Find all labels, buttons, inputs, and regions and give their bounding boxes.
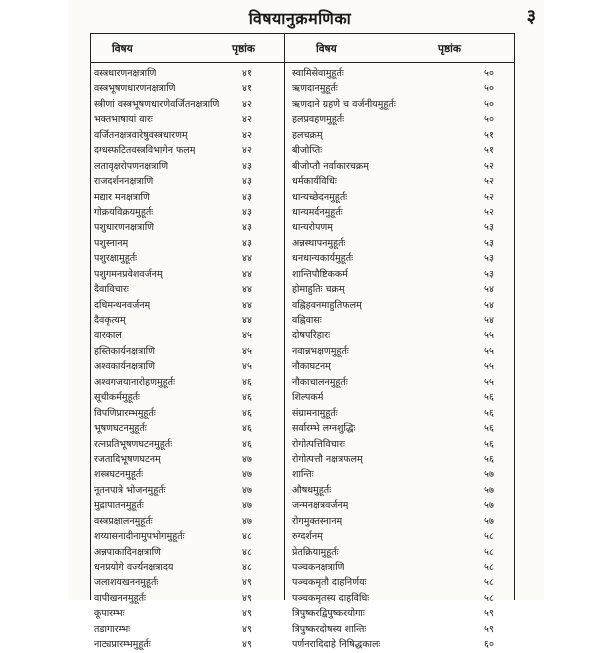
entry-page-number: ४६ <box>242 438 252 450</box>
index-entry <box>286 452 514 467</box>
index-entry <box>286 529 514 544</box>
entry-subject: विपणिप्रारम्भमुहूर्तः <box>94 407 156 419</box>
index-entry <box>92 282 282 297</box>
entry-subject: राजदर्शननक्षत्राणि <box>94 176 154 188</box>
entry-subject: धनधान्यकार्यमुहूर्तः <box>292 253 354 265</box>
entry-subject: स्वामिसेवामुहूर्तः <box>292 68 344 79</box>
entry-subject: लतावृक्षरोपणनक्षत्राणि <box>94 160 169 172</box>
page-number: ३ <box>526 6 536 27</box>
index-entry <box>92 174 282 189</box>
entry-page-number: ४४ <box>242 253 252 265</box>
entry-page-number: ५५ <box>484 330 494 342</box>
entry-page-number: ४२ <box>242 98 252 110</box>
index-entry <box>286 406 514 421</box>
entry-page-number: ४२ <box>242 129 252 141</box>
entry-page-number: ५८ <box>484 546 494 558</box>
entry-page-number: ४६ <box>242 376 252 388</box>
entry-subject: धान्यरोपणम् <box>292 222 333 234</box>
entry-subject: मुद्रापातनमुहूर्तः <box>94 500 144 512</box>
entry-subject: ऋणदानमुहूर्तः <box>292 83 338 95</box>
entry-page-number: ५४ <box>484 284 494 296</box>
entry-subject: शय्यासनादीनामुपभोगमुहूर्तः <box>94 531 185 543</box>
index-entry <box>92 97 282 112</box>
entry-subject: संग्रामनामुहूर्तः <box>292 407 338 419</box>
entry-subject: शान्तिः <box>292 469 314 481</box>
index-entry <box>286 606 514 621</box>
index-entry <box>92 406 282 421</box>
entry-subject: रोगोत्पत्तौ नक्षत्रफलम् <box>292 453 363 465</box>
entry-page-number: ४६ <box>242 423 252 435</box>
entry-subject: रुग्दर्शनम् <box>292 531 323 543</box>
entry-subject: वह्निहवनमाहुतिफलम् <box>292 299 362 311</box>
entry-page-number: ४२ <box>242 145 252 157</box>
entry-page-number: ४९ <box>242 577 252 589</box>
entry-page-number: ४३ <box>242 160 252 172</box>
index-entry <box>286 344 514 359</box>
index-entry <box>92 359 282 374</box>
index-entry <box>286 66 514 81</box>
index-entry <box>286 390 514 405</box>
entry-subject: शिल्पकर्म <box>292 392 324 404</box>
entry-subject: कूपारम्भः <box>94 608 125 620</box>
entry-page-number: ५९ <box>484 608 494 620</box>
entry-subject: त्रिपुष्करदोषस्य शान्तिः <box>292 623 367 635</box>
entry-page-number: ४८ <box>242 562 252 573</box>
entry-subject: होमाहुतिः चक्रम् <box>292 284 345 296</box>
entry-subject: बीजोप्तौ नर्वाकारचक्रम् <box>292 160 369 172</box>
entry-page-number: ४३ <box>242 222 252 234</box>
index-entry <box>92 344 282 359</box>
index-entry <box>286 359 514 374</box>
entry-subject: जन्मनक्षत्रवर्जनम् <box>292 500 349 512</box>
entry-subject: सर्वारम्भे लग्नशुद्धिः <box>292 423 356 435</box>
entry-subject: वस्त्रभूषणधारणनक्षत्राणि <box>94 83 176 95</box>
index-entry <box>92 128 282 143</box>
index-entry <box>286 81 514 96</box>
entry-subject: धनप्रयोगे वर्ज्यनक्षत्रादय <box>94 562 174 573</box>
entry-page-number: ५५ <box>484 361 494 373</box>
entry-page-number: ४१ <box>242 83 252 95</box>
index-entry <box>92 467 282 482</box>
entry-page-number: ४५ <box>242 361 252 373</box>
table-left-border <box>90 33 91 600</box>
entry-page-number: ४६ <box>242 407 252 419</box>
table-top-rule <box>90 33 514 34</box>
entry-page-number: ५८ <box>484 562 494 573</box>
entry-page-number: ४७ <box>242 484 252 496</box>
index-entry <box>286 298 514 313</box>
entry-page-number: ४१ <box>242 68 252 79</box>
index-entry <box>286 267 514 282</box>
index-entry <box>286 545 514 560</box>
index-entry <box>286 591 514 606</box>
index-entry <box>286 236 514 251</box>
entry-page-number: ४८ <box>242 546 252 558</box>
entry-subject: नौकाचालनमुहूर्तः <box>292 376 348 388</box>
index-entry <box>286 560 514 575</box>
entry-page-number: ४५ <box>242 345 252 357</box>
index-entry <box>92 545 282 560</box>
entry-page-number: ४३ <box>242 176 252 188</box>
entry-page-number: ४४ <box>242 284 252 296</box>
index-entry <box>92 220 282 235</box>
index-entry <box>92 591 282 606</box>
left-page-header: पृष्ठांक <box>232 43 255 55</box>
entry-subject: स्त्रीणां वस्त्रभूषणधारणेवर्जितनक्षत्राणि <box>94 98 220 110</box>
entry-subject: अन्नपाकादिनक्षत्राणि <box>94 546 161 558</box>
entry-page-number: ४८ <box>242 531 252 543</box>
entry-page-number: ४३ <box>242 237 252 249</box>
index-entry <box>92 205 282 220</box>
entry-subject: औषधमुहूर्तः <box>292 484 332 496</box>
index-entry <box>92 421 282 436</box>
entry-page-number: ४३ <box>242 206 252 218</box>
right-page-header: पृष्ठांक <box>438 43 461 55</box>
entry-page-number: ५६ <box>484 438 494 450</box>
entry-subject: अन्नस्थापनमुहूर्तः <box>292 237 346 249</box>
entry-subject: रोगोत्पत्तिविचारः <box>292 438 345 450</box>
index-entry <box>286 575 514 590</box>
index-entry <box>286 467 514 482</box>
table-middle-divider <box>284 33 285 600</box>
entry-subject: तडागारम्भः <box>94 623 131 635</box>
index-entry <box>286 437 514 452</box>
index-entry <box>286 514 514 529</box>
entry-subject: वर्जितनक्षत्रवारेषुवस्त्रधारणम् <box>94 129 188 141</box>
entry-subject: दैवकृत्यम् <box>94 315 126 326</box>
entry-subject: हलप्रवहणमुहूर्तः <box>292 114 345 126</box>
index-entry <box>92 81 282 96</box>
entry-page-number: ५० <box>484 98 494 110</box>
entry-page-number: ५२ <box>484 160 494 172</box>
entry-page-number: ५६ <box>484 407 494 419</box>
entry-subject: अश्वकार्यनक्षत्राणि <box>94 361 155 373</box>
entry-page-number: ५० <box>484 83 494 95</box>
entry-subject: पञ्चकमृतौ दाहनिर्णयः <box>292 577 367 589</box>
entry-page-number: ५७ <box>484 515 494 527</box>
index-entry <box>286 313 514 328</box>
index-entry <box>92 375 282 390</box>
index-entry <box>286 328 514 343</box>
entry-subject: वस्त्रधारणनक्षत्राणि <box>94 68 157 79</box>
entry-subject: रोगमुक्तस्नानम् <box>292 515 343 527</box>
entry-page-number: ४७ <box>242 469 252 481</box>
entry-subject: धान्यमर्दनमुहूर्तः <box>292 206 343 218</box>
entry-page-number: ५३ <box>484 222 494 234</box>
index-entry <box>92 452 282 467</box>
index-entry <box>286 251 514 266</box>
entry-subject: शान्तिपौष्टिककर्म <box>292 268 348 280</box>
entry-subject: दोषपरिहारः <box>292 330 331 342</box>
index-entry <box>286 112 514 127</box>
entry-subject: वस्त्रप्रक्षालनमुहूर्तः <box>94 515 153 527</box>
entry-subject: मद्यार मनक्षत्राणि <box>94 191 150 203</box>
index-entry <box>92 560 282 575</box>
index-entry <box>92 112 282 127</box>
entry-page-number: ५१ <box>484 129 494 141</box>
entry-subject: शस्त्रघटनमुहूर्तः <box>94 469 144 481</box>
index-entry <box>92 483 282 498</box>
entry-page-number: ५२ <box>484 206 494 218</box>
entry-subject: वारकाल <box>94 330 122 342</box>
entry-page-number: ४२ <box>242 114 252 126</box>
index-entry <box>92 622 282 637</box>
entry-subject: ऋणदाने ग्रहणे च वर्जनीयमुहूर्तः <box>292 98 396 110</box>
entry-page-number: ४९ <box>242 592 252 604</box>
entry-subject: पशुरक्षामुहूर्तः <box>94 253 138 265</box>
index-entry <box>286 375 514 390</box>
entry-page-number: ५६ <box>484 392 494 404</box>
entry-subject: गोक्रयविक्रयमुहूर्तः <box>94 206 154 218</box>
entry-subject: नूतनपात्रे भोजनमुहूर्तः <box>94 484 166 496</box>
entry-page-number: ४७ <box>242 500 252 512</box>
index-entry <box>286 143 514 158</box>
entry-page-number: ४५ <box>242 330 252 342</box>
entry-subject: नवान्नभक्षणमुहूर्तः <box>292 345 349 357</box>
entry-subject: हस्तिकार्यनक्षत्राणि <box>94 345 155 357</box>
entry-subject: त्रिपुष्करद्विपुष्करयोगाः <box>292 608 365 620</box>
entry-page-number: ४४ <box>242 299 252 311</box>
entry-page-number: ४६ <box>242 392 252 404</box>
entry-subject: रत्नप्रतिभूषणघटनमुहूर्तः <box>94 438 173 450</box>
index-entry <box>286 421 514 436</box>
entry-page-number: ५८ <box>484 577 494 589</box>
entry-page-number: ५८ <box>484 592 494 604</box>
entry-page-number: ५६ <box>484 453 494 465</box>
entry-subject: जलाशयखननमुहूर्तः <box>94 577 159 589</box>
index-entry <box>286 190 514 205</box>
entry-page-number: ४७ <box>242 453 252 465</box>
entry-subject: पशुगमनप्रवेशवर्जनम् <box>94 268 163 280</box>
index-entry <box>92 575 282 590</box>
index-entry <box>92 159 282 174</box>
entry-page-number: ५२ <box>484 191 494 203</box>
index-entry <box>92 514 282 529</box>
entry-subject: वापीखननमुहूर्तः <box>94 592 146 604</box>
entry-page-number: ५३ <box>484 237 494 249</box>
entry-subject: भूषणघटनमुहूर्तः <box>94 423 147 435</box>
entry-subject: धान्यच्छेदनमुहूर्तः <box>292 191 348 203</box>
entry-subject: रजतादिभूषणघटनम् <box>94 453 161 465</box>
entry-page-number: ४९ <box>242 623 252 635</box>
entry-subject: पञ्चकमृतस्य दाहविधिः <box>292 592 370 604</box>
index-entry <box>92 298 282 313</box>
table-right-border <box>514 33 515 600</box>
entry-page-number: ५८ <box>484 531 494 543</box>
entry-page-number: ५७ <box>484 484 494 496</box>
entry-page-number: ४४ <box>242 315 252 326</box>
index-entry <box>286 637 514 652</box>
index-entry <box>286 282 514 297</box>
entry-subject: पशुस्नानम् <box>94 237 129 249</box>
left-index-column <box>92 66 282 653</box>
entry-subject: वह्निवासः <box>292 315 322 326</box>
entry-subject: भक्तभाषायां वारः <box>94 114 153 126</box>
index-entry <box>92 437 282 452</box>
entry-page-number: ४४ <box>242 268 252 280</box>
index-entry <box>92 66 282 81</box>
index-entry <box>286 220 514 235</box>
entry-subject: पञ्चकनक्षत्राणि <box>292 562 345 573</box>
index-entry <box>286 128 514 143</box>
table-header-rule <box>90 62 514 63</box>
entry-page-number: ६० <box>484 639 494 651</box>
entry-page-number: ५२ <box>484 176 494 188</box>
entry-page-number: ५१ <box>484 145 494 157</box>
index-entry <box>286 483 514 498</box>
index-entry <box>92 390 282 405</box>
entry-page-number: ५३ <box>484 268 494 280</box>
entry-subject: दैवाविचारः <box>94 284 129 296</box>
index-entry <box>92 236 282 251</box>
entry-page-number: ५४ <box>484 315 494 326</box>
index-entry <box>92 498 282 513</box>
index-entry <box>286 159 514 174</box>
entry-page-number: ४३ <box>242 191 252 203</box>
left-subject-header: विषय <box>112 43 133 55</box>
entry-subject: अश्वगजयानारोहणमुहूर्तः <box>94 376 175 388</box>
entry-page-number: ४९ <box>242 608 252 620</box>
entry-page-number: ५५ <box>484 376 494 388</box>
index-entry <box>92 328 282 343</box>
index-entry <box>286 622 514 637</box>
right-index-column <box>286 66 514 653</box>
index-entry <box>92 313 282 328</box>
index-entry <box>286 205 514 220</box>
entry-page-number: ५९ <box>484 623 494 635</box>
index-entry <box>92 190 282 205</box>
entry-subject: पर्णनरादिदाहे निषिद्धकालः <box>292 639 381 651</box>
entry-subject: दग्धस्फटितवस्त्रविभागेन फलम् <box>94 145 196 157</box>
entry-page-number: ५७ <box>484 469 494 481</box>
entry-subject: प्रेतक्रियामुहूर्तः <box>292 546 339 558</box>
entry-page-number: ४७ <box>242 515 252 527</box>
entry-subject: बीजोप्तिः <box>292 145 323 157</box>
index-entry <box>92 606 282 621</box>
entry-subject: धर्मकार्यविधिः <box>292 176 337 188</box>
entry-subject: नौकाघटनम् <box>292 361 331 373</box>
index-entry <box>92 637 282 652</box>
entry-page-number: ५३ <box>484 253 494 265</box>
entry-page-number: ४९ <box>242 639 252 651</box>
entry-page-number: ५७ <box>484 500 494 512</box>
index-entry <box>286 97 514 112</box>
index-entry <box>92 251 282 266</box>
entry-subject: हलचक्रम् <box>292 129 323 141</box>
entry-page-number: ५५ <box>484 345 494 357</box>
entry-subject: नाट्यप्रारम्भमुहूर्तः <box>94 639 151 651</box>
entry-page-number: ५६ <box>484 423 494 435</box>
index-entry <box>92 267 282 282</box>
index-entry <box>286 174 514 189</box>
entry-subject: दधिमन्थनवर्जनम् <box>94 299 151 311</box>
right-subject-header: विषय <box>316 43 337 55</box>
entry-page-number: ५४ <box>484 299 494 311</box>
index-entry <box>92 529 282 544</box>
index-entry <box>92 143 282 158</box>
entry-page-number: ५० <box>484 114 494 126</box>
entry-page-number: ५० <box>484 68 494 79</box>
index-entry <box>286 498 514 513</box>
entry-subject: पशुधारणनक्षत्राणि <box>94 222 155 234</box>
entry-subject: सूचीकर्ममुहूर्तः <box>94 392 140 404</box>
page-title: विषयानुक्रमणिका <box>248 9 352 28</box>
